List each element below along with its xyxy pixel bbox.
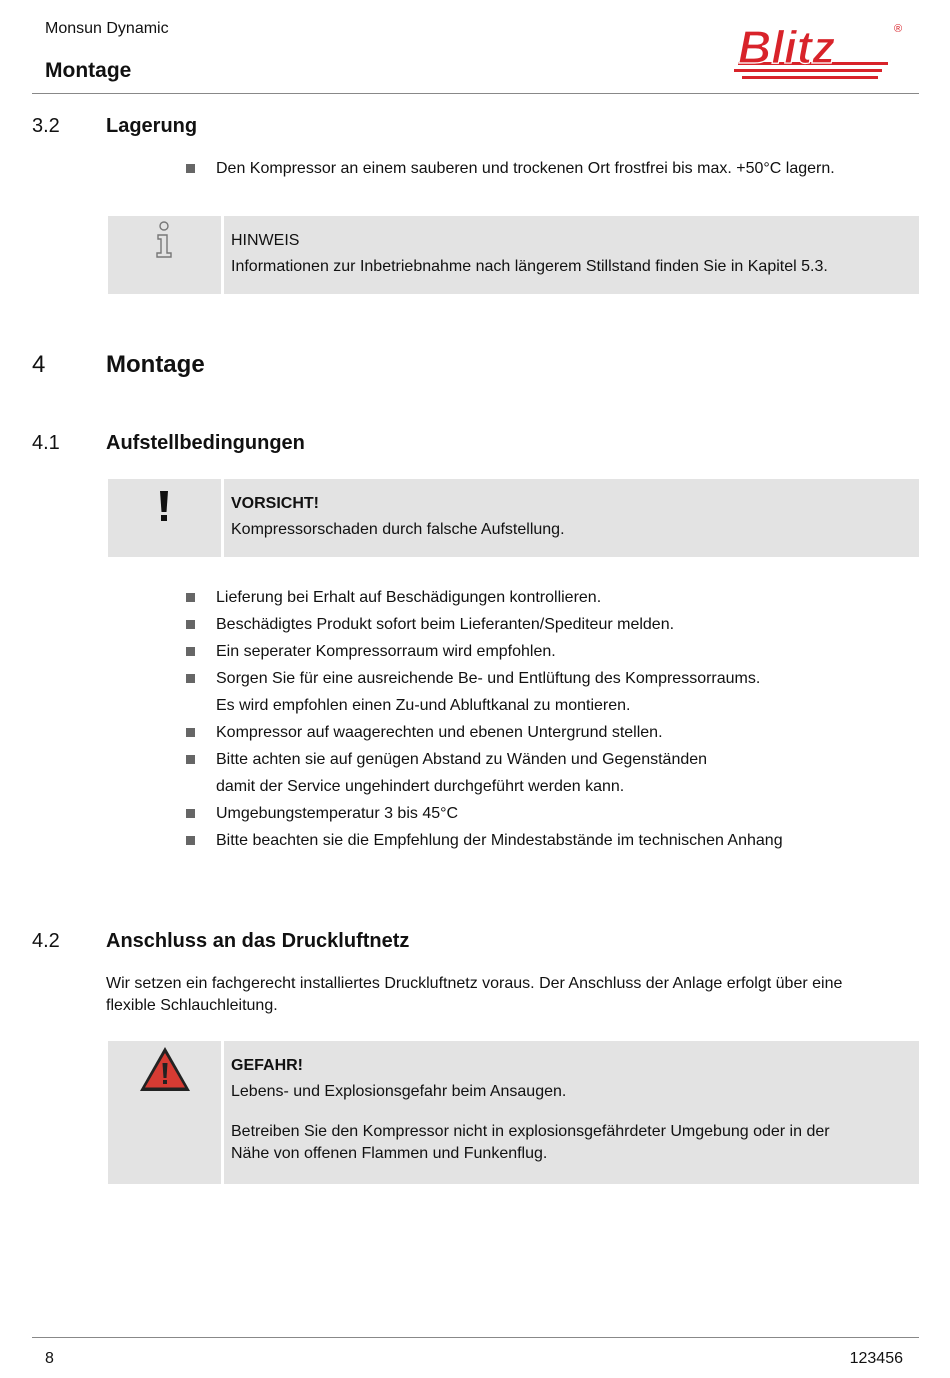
bullet-square-icon — [186, 728, 195, 737]
notice-text: Lebens- und Explosionsgefahr beim Ansaugen. — [231, 1083, 567, 1100]
blitz-logo — [732, 18, 908, 86]
list-item: Kompressor auf waagerechten und ebenen Untergrund stellen. — [186, 719, 783, 746]
anschluss-intro: Wir setzen ein fachgerecht installiertes Druckluftnetz voraus. Der Anschluss der Anlage erfolgt über eine flexible Schlauchleitung. — [106, 975, 843, 1014]
bullet-square-icon — [186, 674, 195, 683]
exclamation-icon — [158, 491, 170, 523]
bullet-square-icon — [186, 755, 195, 764]
vorsicht-notice — [108, 479, 919, 557]
notice-label: GEFAHR! — [231, 1057, 303, 1074]
bullet-square-icon — [186, 620, 195, 629]
hinweis-notice — [108, 216, 919, 294]
notice-text-cell — [224, 216, 919, 294]
chapter-heading-montage: Montage — [106, 351, 205, 378]
list-item: Umgebungstemperatur 3 bis 45°C — [186, 800, 783, 827]
bullet-square-icon — [186, 164, 195, 173]
gefahr-notice — [108, 1041, 919, 1184]
notice-text: Informationen zur Inbetriebnahme nach längerem Stillstand finden Sie in Kapitel 5.3. — [231, 258, 828, 275]
warning-triangle-icon — [138, 1045, 192, 1093]
section-heading-lagerung: Lagerung — [106, 115, 198, 137]
page-number: 8 — [45, 1350, 54, 1367]
list-item: Bitte achten sie auf genügen Abstand zu Wänden und Gegenständen — [186, 746, 783, 773]
section-heading-aufstellbedingungen: Aufstellbedingungen — [106, 432, 305, 454]
list-item-continuation: damit der Service ungehindert durchgeführt werden kann. — [216, 778, 625, 795]
notice-text: Kompressorschaden durch falsche Aufstellung. — [231, 521, 565, 538]
section-number-4-1: 4.1 — [32, 432, 60, 454]
notice-label: VORSICHT! — [231, 495, 319, 512]
notice-label: HINWEIS — [231, 232, 300, 249]
section-number-3-2: 3.2 — [32, 115, 60, 137]
list-item: Lieferung bei Erhalt auf Beschädigungen kontrollieren. — [186, 584, 783, 611]
list-item-continuation: Es wird empfohlen einen Zu-und Abluftkanal zu montieren. — [216, 697, 631, 714]
section-heading-anschluss: Anschluss an das Druckluftnetz — [106, 930, 410, 952]
list-item: Ein seperater Kompressorraum wird empfohlen. — [186, 638, 783, 665]
bullet-square-icon — [186, 647, 195, 656]
logo-registered-mark: ® — [894, 23, 903, 35]
header-section-title: Montage — [45, 59, 132, 82]
notice-icon-cell — [108, 1041, 221, 1184]
list-item: Bitte beachten sie die Empfehlung der Mindestabstände im technischen Anhang — [186, 827, 783, 854]
notice-text-detail: Betreiben Sie den Kompressor nicht in explosionsgefährdeter Umgebung oder in der Nähe von offenen Flammen und Funkenflug. — [231, 1123, 830, 1162]
notice-icon-cell — [108, 216, 221, 294]
aufstell-bullet-list — [186, 584, 783, 854]
document-number: 123456 — [849, 1350, 903, 1367]
logo-text: Blitz — [738, 21, 836, 73]
bullet-square-icon — [186, 836, 195, 845]
list-item: Sorgen Sie für eine ausreichende Be- und Entlüftung des Kompressorraums. — [186, 665, 783, 692]
bullet-square-icon — [186, 809, 195, 818]
notice-text-cell — [224, 1041, 919, 1184]
header-rule — [32, 93, 919, 94]
list-item: Den Kompressor an einem sauberen und trockenen Ort frostfrei bis max. +50°C lagern. — [186, 155, 835, 182]
info-icon — [153, 220, 175, 260]
product-name: Monsun Dynamic — [45, 20, 169, 37]
chapter-number-4: 4 — [32, 351, 46, 378]
lagerung-bullet-list — [186, 155, 835, 182]
notice-icon-cell — [108, 479, 221, 557]
notice-text-cell — [224, 479, 919, 557]
list-item: Beschädigtes Produkt sofort beim Lieferanten/Spediteur melden. — [186, 611, 783, 638]
bullet-square-icon — [186, 593, 195, 602]
section-number-4-2: 4.2 — [32, 930, 60, 952]
footer-rule — [32, 1337, 919, 1338]
